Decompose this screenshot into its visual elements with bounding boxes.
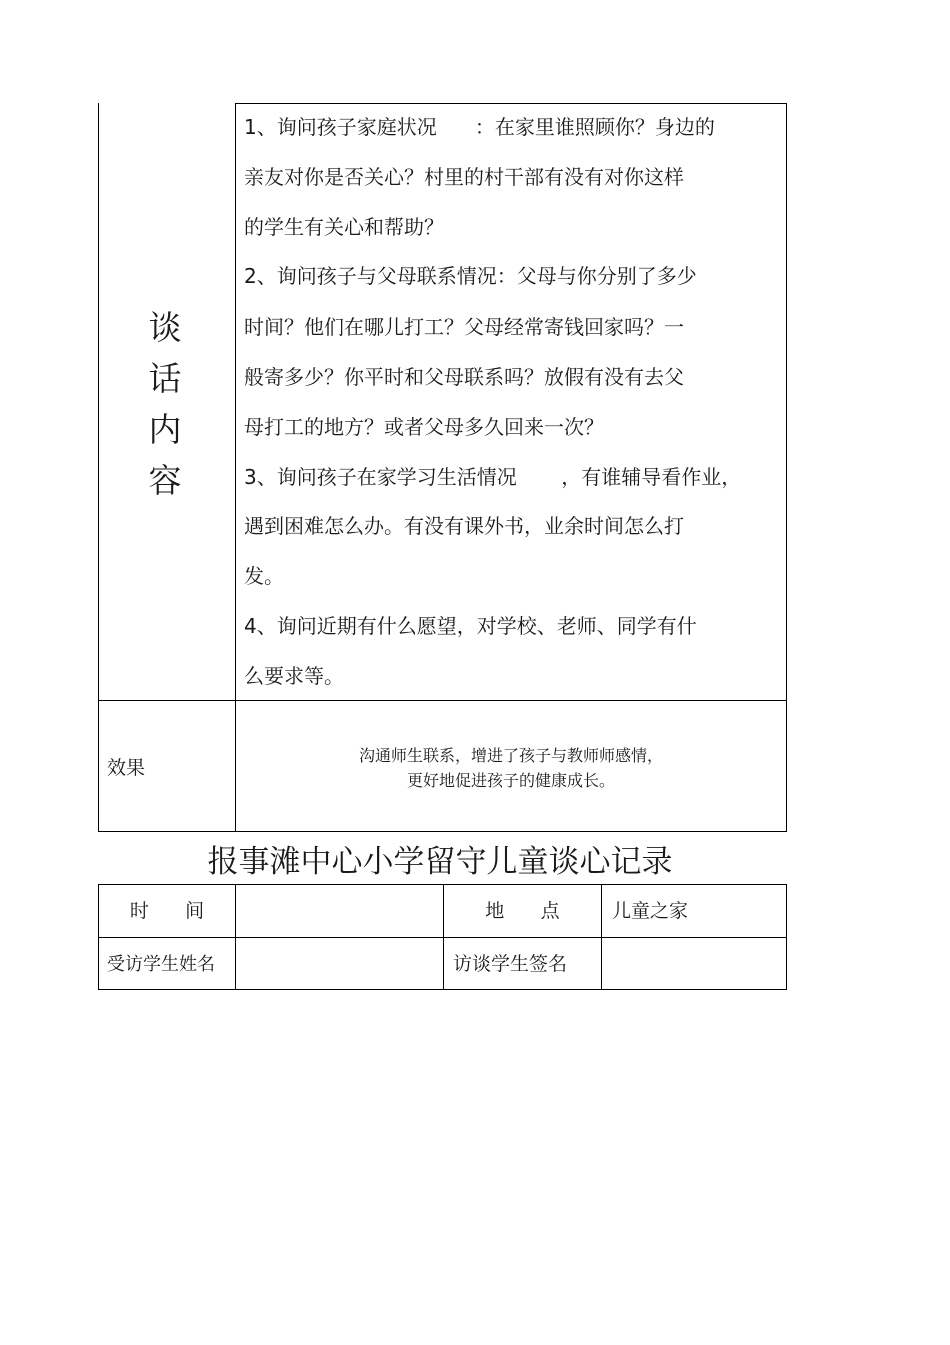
content-line: 4、询问近期有什么愿望，对学校、老师、同学有什 bbox=[244, 614, 697, 638]
time-label: 时 间 bbox=[129, 900, 205, 922]
signature-label: 访谈学生签名 bbox=[453, 953, 568, 975]
student-name-label: 受访学生姓名 bbox=[107, 954, 215, 975]
side-label-char: 容 bbox=[148, 461, 182, 500]
page-title: 报事滩中心小学留守儿童谈心记录 bbox=[207, 844, 673, 880]
side-label-char: 话 bbox=[148, 359, 182, 398]
content-line: 么要求等。 bbox=[244, 664, 344, 688]
content-line: 母打工的地方？或者父母多久回来一次？ bbox=[244, 415, 604, 439]
content-line: 亲友对你是否关心？村里的村干部有没有对你这样 bbox=[244, 165, 684, 189]
upper-table-left-border bbox=[98, 103, 99, 832]
content-line: 时间？他们在哪儿打工？父母经常寄钱回家吗？一 bbox=[244, 315, 684, 339]
upper-table-bottom-border bbox=[98, 831, 787, 832]
content-line: 3、询问孩子在家学习生活情况 ，有谁辅导看作业， bbox=[244, 465, 742, 489]
upper-table-right-border bbox=[786, 103, 787, 832]
content-line: 般寄多少？你平时和父母联系吗？放假有没有去父 bbox=[244, 365, 684, 389]
lower-table-col-divider bbox=[235, 884, 236, 990]
content-line: 1、询问孩子家庭状况 ：在家里谁照顾你？身边的 bbox=[244, 115, 715, 139]
upper-table-top-border bbox=[235, 103, 787, 104]
effect-label: 效果 bbox=[107, 757, 146, 779]
place-value: 儿童之家 bbox=[612, 900, 689, 922]
effect-text-line: 更好地促进孩子的健康成长。 bbox=[406, 771, 615, 790]
upper-table-row-divider bbox=[98, 700, 787, 701]
side-label-char: 内 bbox=[148, 410, 182, 449]
lower-table-col-divider bbox=[601, 884, 602, 990]
lower-table-right-border bbox=[786, 884, 787, 990]
place-label: 地 点 bbox=[485, 900, 560, 922]
side-label-char: 谈 bbox=[148, 308, 182, 347]
upper-table-divider bbox=[235, 103, 236, 832]
content-line: 遇到困难怎么办。有没有课外书，业余时间怎么打 bbox=[244, 514, 684, 538]
content-line: 2、询问孩子与父母联系情况：父母与你分别了多少 bbox=[244, 264, 697, 288]
content-line: 发。 bbox=[244, 564, 284, 588]
effect-text-line: 沟通师生联系，增进了孩子与教师师感情， bbox=[358, 746, 663, 765]
content-line: 的学生有关心和帮助？ bbox=[244, 215, 444, 239]
